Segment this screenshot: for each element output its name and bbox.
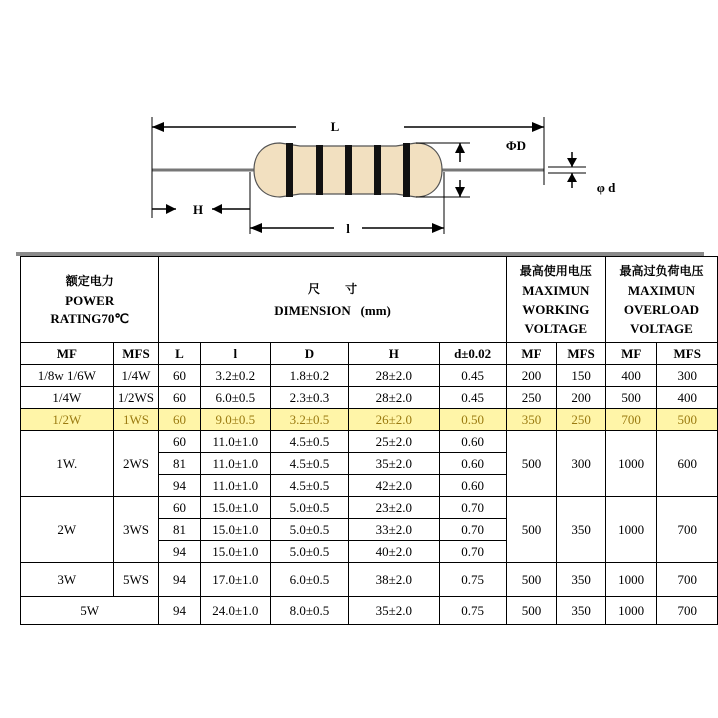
col-D: D	[271, 343, 349, 365]
cell-d: 0.50	[439, 409, 506, 431]
cell-mfs: 1/4W	[113, 365, 159, 387]
cell-l: 15.0±1.0	[200, 497, 270, 519]
cell-mfs: 1WS	[113, 409, 159, 431]
cell-l: 15.0±1.0	[200, 519, 270, 541]
dim-l-label: l	[346, 221, 350, 236]
cell-wv-mfs: 350	[557, 563, 606, 597]
cell-d: 0.45	[439, 387, 506, 409]
cell-mfs: 3WS	[113, 497, 159, 563]
col-ov-mf: MF	[605, 343, 657, 365]
cell-H: 25±2.0	[348, 431, 439, 453]
cell-H: 26±2.0	[348, 409, 439, 431]
cell-ov-mfs: 300	[657, 365, 718, 387]
cell-L: 60	[159, 387, 200, 409]
dim-D-label: ΦD	[505, 138, 527, 153]
color-band-1	[286, 143, 293, 197]
cell-H: 38±2.0	[348, 563, 439, 597]
overload-voltage-header	[605, 257, 717, 343]
dim-H-label: H	[192, 202, 204, 217]
cell-l: 11.0±1.0	[200, 431, 270, 453]
cell-D: 1.8±0.2	[271, 365, 349, 387]
cell-l: 11.0±1.0	[200, 475, 270, 497]
cell-D: 3.2±0.5	[271, 409, 349, 431]
cell-ov-mfs: 400	[657, 387, 718, 409]
overload-voltage-en2: OVERLOAD	[623, 301, 699, 317]
table-row	[21, 431, 718, 453]
cell-mf: 1/4W	[21, 387, 114, 409]
col-H: H	[348, 343, 439, 365]
cell-wv-mfs: 350	[557, 497, 606, 563]
cell-mfs: 2WS	[113, 431, 159, 497]
working-voltage-cn: 最高使用电压	[519, 263, 592, 278]
overload-voltage-en1: MAXIMUN	[627, 282, 696, 298]
cell-wv-mf: 500	[506, 497, 557, 563]
cell-d: 0.70	[439, 497, 506, 519]
cell-ov-mf: 1000	[605, 597, 657, 625]
cell-ov-mfs: 700	[657, 597, 718, 625]
cell-mf: 3W	[21, 563, 114, 597]
cell-ov-mf: 400	[605, 365, 657, 387]
col-mf: MF	[21, 343, 114, 365]
cell-wv-mfs: 300	[557, 431, 606, 497]
cell-L: 60	[159, 365, 200, 387]
cell-D: 5.0±0.5	[271, 497, 349, 519]
cell-mf: 5W	[21, 597, 159, 625]
cell-L: 94	[159, 597, 200, 625]
power-rating-en1: POWER	[65, 292, 115, 308]
table-row	[21, 387, 718, 409]
color-band-5	[403, 143, 410, 197]
dimension-en: DIMENSION (mm)	[274, 302, 391, 318]
cell-ov-mfs: 700	[657, 497, 718, 563]
cell-D: 6.0±0.5	[271, 563, 349, 597]
cell-wv-mf: 500	[506, 597, 557, 625]
cell-H: 33±2.0	[348, 519, 439, 541]
cell-L: 60	[159, 409, 200, 431]
cell-l: 17.0±1.0	[200, 563, 270, 597]
cell-H: 28±2.0	[348, 387, 439, 409]
cell-L: 81	[159, 453, 200, 475]
cell-L: 94	[159, 475, 200, 497]
cell-L: 94	[159, 563, 200, 597]
cell-ov-mf: 1000	[605, 563, 657, 597]
cell-mf: 1/2W	[21, 409, 114, 431]
cell-wv-mfs: 350	[557, 597, 606, 625]
color-band-4	[374, 145, 381, 195]
overload-voltage-cn: 最高过负荷电压	[619, 263, 704, 278]
cell-D: 4.5±0.5	[271, 431, 349, 453]
table-row	[21, 497, 718, 519]
cell-D: 2.3±0.3	[271, 387, 349, 409]
cell-wv-mf: 250	[506, 387, 557, 409]
cell-wv-mf: 500	[506, 563, 557, 597]
col-mfs: MFS	[113, 343, 159, 365]
cell-mf: 2W	[21, 497, 114, 563]
cell-d: 0.60	[439, 431, 506, 453]
dim-d-label: φ d	[596, 180, 616, 195]
cell-l: 3.2±0.2	[200, 365, 270, 387]
header-row-2	[21, 343, 718, 365]
cell-wv-mf: 350	[506, 409, 557, 431]
cell-d: 0.70	[439, 519, 506, 541]
cell-L: 60	[159, 431, 200, 453]
col-wv-mf: MF	[506, 343, 557, 365]
cell-H: 42±2.0	[348, 475, 439, 497]
resistor-dimension-diagram	[0, 0, 718, 250]
table-row-highlighted	[21, 409, 718, 431]
cell-D: 5.0±0.5	[271, 519, 349, 541]
cell-L: 81	[159, 519, 200, 541]
cell-l: 15.0±1.0	[200, 541, 270, 563]
cell-ov-mf: 1000	[605, 497, 657, 563]
resistor-spec-table	[20, 256, 718, 625]
cell-wv-mf: 200	[506, 365, 557, 387]
working-voltage-en1: MAXIMUN	[522, 282, 590, 298]
cell-d: 0.45	[439, 365, 506, 387]
col-wv-mfs: MFS	[557, 343, 606, 365]
cell-ov-mf: 500	[605, 387, 657, 409]
dim-L-label: L	[330, 119, 340, 134]
power-rating-cn: 额定电力	[65, 273, 114, 288]
cell-d: 0.75	[439, 597, 506, 625]
cell-D: 4.5±0.5	[271, 453, 349, 475]
cell-d: 0.60	[439, 453, 506, 475]
table-row	[21, 597, 718, 625]
overload-voltage-en3: VOLTAGE	[630, 320, 693, 336]
cell-l: 11.0±1.0	[200, 453, 270, 475]
working-voltage-en2: WORKING	[522, 301, 590, 317]
cell-wv-mfs: 200	[557, 387, 606, 409]
cell-ov-mfs: 600	[657, 431, 718, 497]
col-l: l	[200, 343, 270, 365]
color-band-3	[345, 145, 352, 195]
cell-l: 9.0±0.5	[200, 409, 270, 431]
cell-ov-mf: 700	[605, 409, 657, 431]
cell-D: 5.0±0.5	[271, 541, 349, 563]
cell-ov-mf: 1000	[605, 431, 657, 497]
cell-H: 35±2.0	[348, 453, 439, 475]
cell-d: 0.70	[439, 541, 506, 563]
col-d: d±0.02	[439, 343, 506, 365]
cell-H: 23±2.0	[348, 497, 439, 519]
cell-H: 35±2.0	[348, 597, 439, 625]
col-ov-mfs: MFS	[657, 343, 718, 365]
cell-L: 60	[159, 497, 200, 519]
header-row-1	[21, 257, 718, 343]
cell-ov-mfs: 500	[657, 409, 718, 431]
cell-d: 0.60	[439, 475, 506, 497]
cell-wv-mfs: 150	[557, 365, 606, 387]
dimension-cn: 尺 寸	[308, 281, 358, 296]
cell-mfs: 1/2WS	[113, 387, 159, 409]
table-row	[21, 563, 718, 597]
cell-H: 40±2.0	[348, 541, 439, 563]
dimension-header	[159, 257, 506, 343]
working-voltage-header	[506, 257, 605, 343]
cell-l: 24.0±1.0	[200, 597, 270, 625]
cell-L: 94	[159, 541, 200, 563]
cell-mf: 1/8w 1/6W	[21, 365, 114, 387]
table-row	[21, 365, 718, 387]
power-rating-header	[21, 257, 159, 343]
cell-d: 0.75	[439, 563, 506, 597]
working-voltage-en3: VOLTAGE	[524, 320, 588, 336]
cell-mf: 1W.	[21, 431, 114, 497]
cell-wv-mf: 500	[506, 431, 557, 497]
cell-D: 4.5±0.5	[271, 475, 349, 497]
cell-ov-mfs: 700	[657, 563, 718, 597]
cell-D: 8.0±0.5	[271, 597, 349, 625]
col-L: L	[159, 343, 200, 365]
cell-wv-mfs: 250	[557, 409, 606, 431]
cell-mfs: 5WS	[113, 563, 159, 597]
cell-l: 6.0±0.5	[200, 387, 270, 409]
cell-H: 28±2.0	[348, 365, 439, 387]
power-rating-en2: RATING70℃	[50, 310, 130, 326]
color-band-2	[316, 145, 323, 195]
